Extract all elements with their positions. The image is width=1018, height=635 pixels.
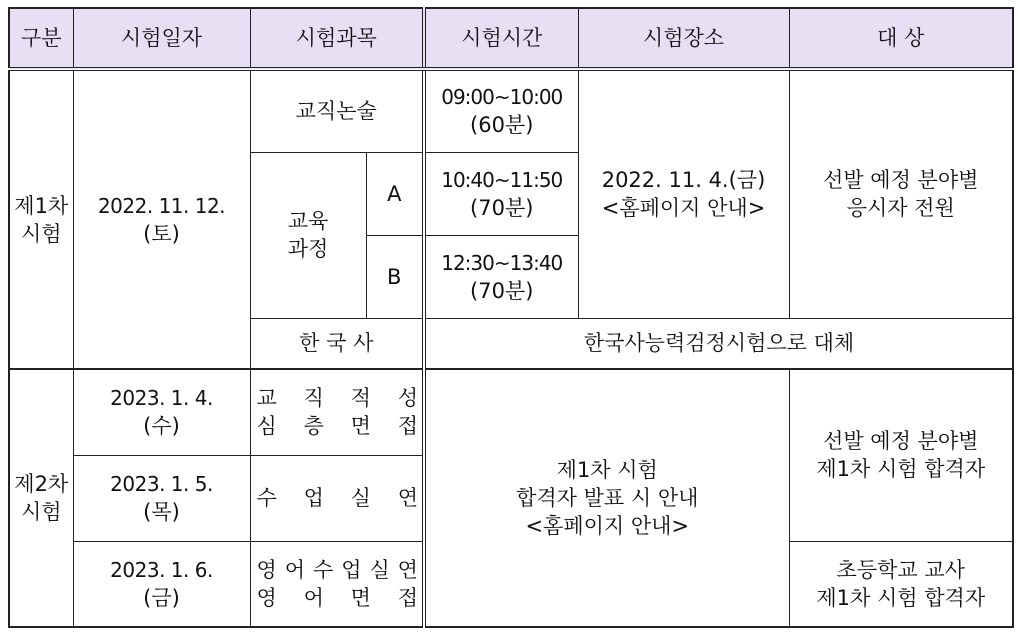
time-part-b: 12:30~13:40 (70분) [424,235,578,318]
round1-label: 제1차 시험 [9,69,73,369]
header-row [9,8,1013,69]
schedule-table [8,7,1014,628]
round2-target-a: 선발 예정 분야별 제1차 시험 합격자 [789,369,1013,541]
table-row [9,69,1013,152]
subject-essay: 교직논술 [250,69,424,152]
header-target: 대 상 [789,8,1013,69]
part-b: B [366,235,424,318]
history-note: 한국사능력검정시험으로 대체 [424,318,1013,369]
subject-history: 한 국 사 [250,318,424,369]
round2-label: 제2차 시험 [9,369,73,627]
round2-date-2: 2023. 1. 5. (목) [73,455,250,541]
time-essay: 09:00~10:00 (60분) [424,69,578,152]
header-subject: 시험과목 [250,8,424,69]
subject-curriculum: 교육 과정 [250,152,366,318]
round2-date-1: 2023. 1. 4. (수) [73,369,250,455]
subject-teaching-demo: 수 업 실 연 [250,455,424,541]
header-exam-time: 시험시간 [424,8,578,69]
round2-target-b: 초등학교 교사 제1차 시험 합격자 [789,541,1013,627]
header-category: 구분 [9,8,73,69]
time-part-a: 10:40~11:50 (70분) [424,152,578,235]
round2-timeplace: 제1차 시험 합격자 발표 시 안내 <홈페이지 안내> [424,369,789,627]
table-row [9,369,1013,455]
exam-schedule [8,7,1012,628]
round2-date-3: 2023. 1. 6. (금) [73,541,250,627]
part-a: A [366,152,424,235]
subject-aptitude-interview: 교 직 적 성 심 층 면 접 [250,369,424,455]
round1-date: 2022. 11. 12. (토) [73,69,250,369]
round1-location: 2022. 11. 4.(금) <홈페이지 안내> [578,69,789,318]
header-exam-date: 시험일자 [73,8,250,69]
subject-english: 영 어 수 업 실 연 영 어 면 접 [250,541,424,627]
header-location: 시험장소 [578,8,789,69]
round1-target: 선발 예정 분야별 응시자 전원 [789,69,1013,318]
